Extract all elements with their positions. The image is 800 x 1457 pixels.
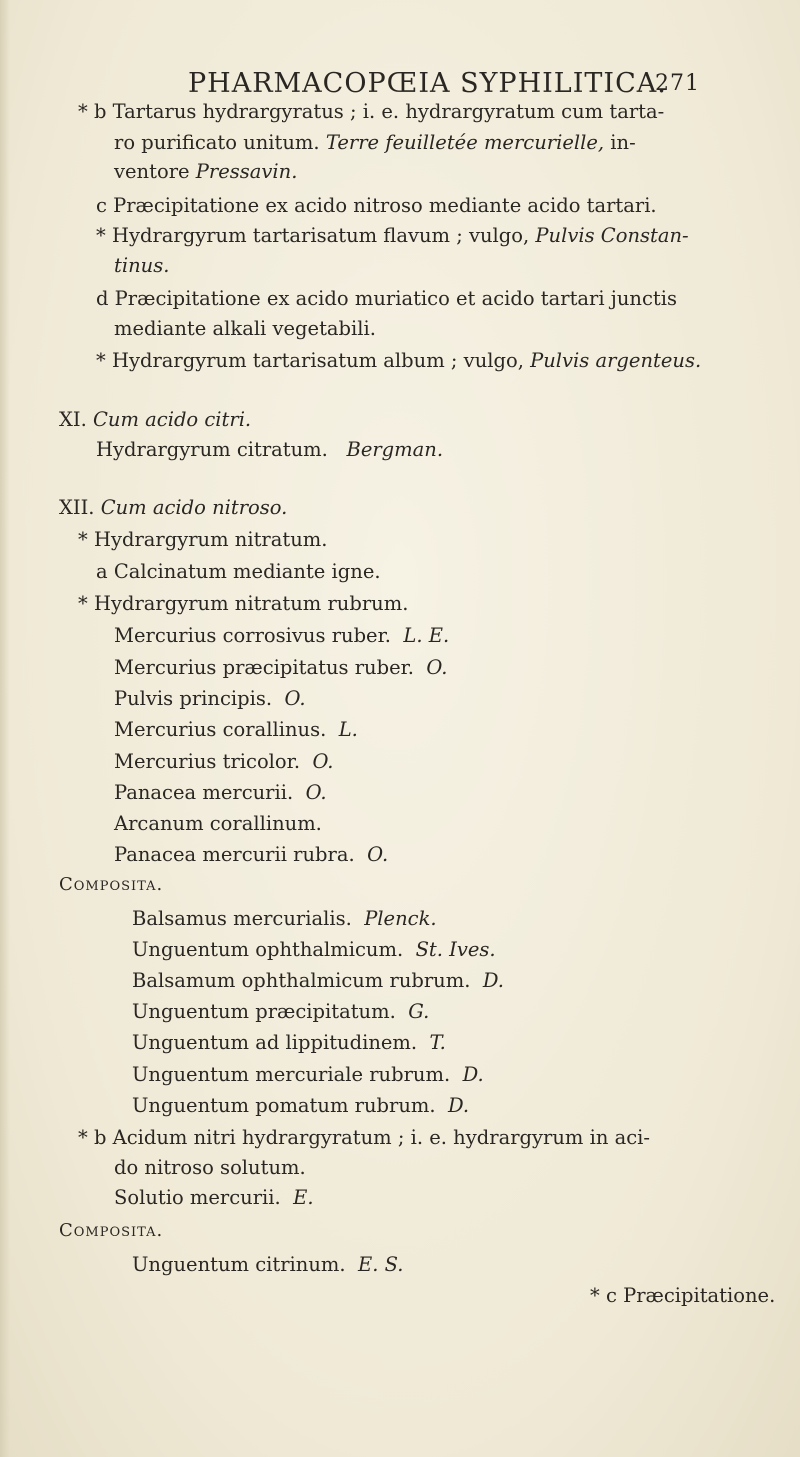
text-line: ro purificato unitum. Terre feuilletée mercurielle, in-: [114, 131, 636, 154]
text-line: Pulvis principis. O.: [114, 687, 306, 710]
text-line: Mercurius corrosivus ruber. L. E.: [114, 624, 450, 647]
page-edge-shadow: [0, 0, 10, 1457]
text-line: Balsamum ophthalmicum rubrum. D.: [132, 969, 504, 992]
text-line: Unguentum præcipitatum. G.: [132, 1000, 430, 1023]
text-line: * Hydrargyrum tartarisatum album ; vulgo, Pulvis argenteus.: [96, 349, 702, 372]
section-heading: XII. Cum acido nitroso.: [59, 496, 288, 519]
text-line: Panacea mercurii rubra. O.: [114, 843, 389, 866]
text-line: do nitroso solutum.: [114, 1156, 306, 1179]
text-line: * b Acidum nitri hydrargyratum ; i. e. hydrargyrum in aci-: [78, 1126, 650, 1149]
catchword: * c Præcipitatione.: [590, 1284, 776, 1307]
text-line: mediante alkali vegetabili.: [114, 317, 376, 340]
running-head-title: PHARMACOPŒIA SYPHILITICA.: [188, 68, 667, 99]
text-line: Unguentum mercuriale rubrum. D.: [132, 1063, 484, 1086]
text-line: Hydrargyrum citratum. Bergman.: [96, 438, 444, 461]
text-line: Unguentum ad lippitudinem. T.: [132, 1031, 446, 1054]
subsection-heading: Composita.: [59, 1220, 164, 1241]
text-line: * Hydrargyrum tartarisatum flavum ; vulgo, Pulvis Constan-: [96, 224, 689, 247]
text-line: * b Tartarus hydrargyratus ; i. e. hydrargyratum cum tarta-: [78, 100, 665, 123]
text-line: * Hydrargyrum nitratum.: [78, 528, 328, 551]
text-line: c Præcipitatione ex acido nitroso mediante acido tartari.: [96, 194, 657, 217]
text-line: Mercurius præcipitatus ruber. O.: [114, 656, 448, 679]
text-line: Mercurius tricolor. O.: [114, 750, 334, 773]
text-line: Balsamus mercurialis. Plenck.: [132, 907, 437, 930]
text-line: Solutio mercurii. E.: [114, 1186, 314, 1209]
text-line: Unguentum citrinum. E. S.: [132, 1253, 404, 1276]
text-line: Panacea mercurii. O.: [114, 781, 327, 804]
subsection-heading: Composita.: [59, 874, 164, 895]
text-line: Arcanum corallinum.: [114, 812, 322, 835]
page-number: 271: [655, 71, 700, 96]
running-head: [188, 68, 700, 99]
text-line: * Hydrargyrum nitratum rubrum.: [78, 592, 409, 615]
text-line: Unguentum pomatum rubrum. D.: [132, 1094, 470, 1117]
text-line: Unguentum ophthalmicum. St. Ives.: [132, 938, 496, 961]
text-line: ventore Pressavin.: [114, 160, 298, 183]
text-line: Mercurius corallinus. L.: [114, 718, 358, 741]
section-heading: XI. Cum acido citri.: [59, 408, 252, 431]
text-line: a Calcinatum mediante igne.: [96, 560, 381, 583]
text-line: tinus.: [114, 254, 170, 277]
text-line: d Præcipitatione ex acido muriatico et acido tartari junctis: [96, 287, 677, 310]
